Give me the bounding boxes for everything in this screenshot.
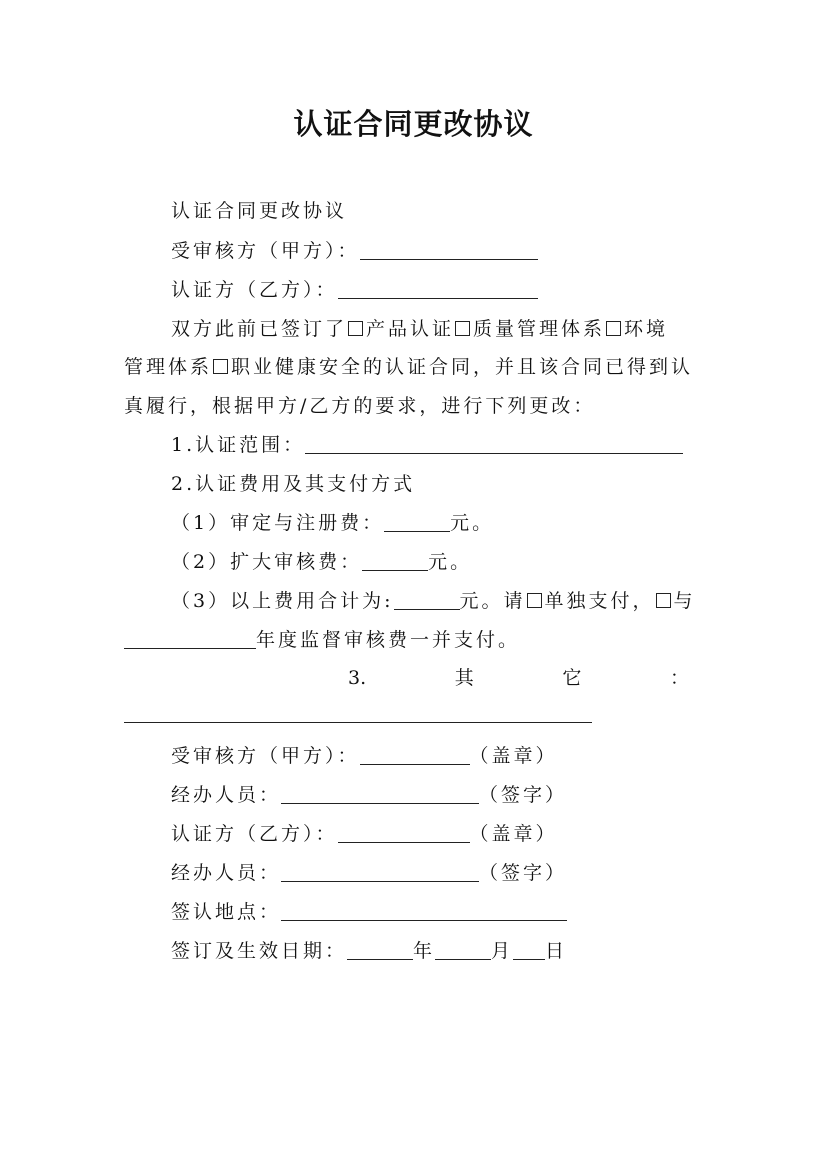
place-label: 签认地点： [171, 901, 282, 923]
party-a-line [171, 238, 538, 264]
day-field[interactable] [513, 941, 545, 960]
sign-b-label: 认证方（乙方）： [171, 823, 338, 845]
fee1-label: （1）审定与注册费： [171, 512, 385, 534]
para1-text-d: 环境 [624, 318, 669, 340]
item1-label: 1.认证范围： [171, 434, 306, 456]
para1-line1 [171, 316, 668, 342]
item3-char1: 其 [454, 667, 474, 689]
para1-text-c: 质量管理体系 [473, 318, 606, 340]
party-b-line [171, 277, 538, 303]
para1-line2 [124, 354, 693, 380]
fee3-line [171, 588, 696, 614]
fee3-label: （3）以上费用合计为: [171, 590, 394, 612]
handler-a-label: 经办人员： [171, 784, 282, 806]
fee2-label: （2）扩大审核费： [171, 551, 363, 573]
sign-b-line [171, 821, 558, 847]
party-a-label: 受审核方（甲方）： [171, 240, 360, 262]
sign-b-blank[interactable] [338, 824, 470, 843]
handler-a-line [171, 782, 567, 808]
sign-a-line [171, 743, 558, 769]
document-title: 认证合同更改协议 [293, 107, 534, 141]
scope-blank[interactable] [305, 435, 683, 454]
fee3-blank[interactable] [394, 591, 460, 610]
day-label: 日 [545, 940, 568, 962]
para1-text-b: 产品认证 [366, 318, 455, 340]
year-blank[interactable] [124, 630, 256, 649]
item2-line: 2.认证费用及其支付方式 [171, 473, 416, 495]
date-line [171, 938, 567, 964]
signature-b: （签字） [479, 862, 568, 884]
sign-a-blank[interactable] [360, 746, 470, 765]
handler-b-line [171, 860, 567, 886]
para1-line3: 真履行，根据甲方/乙方的要求，进行下列更改： [124, 395, 596, 417]
checkbox-product-cert[interactable] [348, 321, 363, 336]
year-field[interactable] [347, 941, 413, 960]
checkbox-quality-mgmt[interactable] [455, 321, 470, 336]
fee3-line2 [124, 627, 520, 653]
party-b-label: 认证方（乙方）： [171, 279, 338, 301]
handler-a-blank[interactable] [281, 785, 479, 804]
item3-number: 3. [348, 667, 367, 689]
checkbox-environment[interactable] [606, 321, 621, 336]
party-b-blank[interactable] [338, 280, 538, 299]
handler-b-blank[interactable] [281, 863, 479, 882]
fee3-line2-text: 年度监督审核费一并支付。 [256, 629, 521, 651]
checkbox-separate-pay[interactable] [527, 593, 542, 608]
fee3-text-d: 与 [673, 590, 696, 612]
place-line [171, 899, 567, 925]
item3-char2: 它 [562, 667, 582, 689]
checkbox-combine-pay[interactable] [656, 593, 671, 608]
month-label: 月 [491, 940, 514, 962]
place-blank[interactable] [281, 902, 567, 921]
date-label: 签订及生效日期： [171, 940, 348, 962]
signature-a: （签字） [479, 784, 568, 806]
fee1-unit: 元。 [450, 512, 495, 534]
fee3-text-c: 单独支付， [544, 590, 655, 612]
heading-line: 认证合同更改协议 [171, 200, 348, 222]
para1-text-f: 职业健康安全的认证合同，并且该合同已得到认 [231, 356, 694, 378]
seal-b: （盖章） [469, 823, 558, 845]
fee1-blank[interactable] [384, 513, 450, 532]
fee2-unit: 元。 [428, 551, 473, 573]
item3-line [348, 665, 689, 691]
item1-line [171, 432, 683, 458]
para1-text-e: 管理体系 [124, 356, 213, 378]
fee2-blank[interactable] [362, 552, 428, 571]
party-a-blank[interactable] [360, 241, 538, 260]
fee1-line [171, 510, 494, 536]
month-field[interactable] [435, 941, 491, 960]
year-label: 年 [413, 940, 436, 962]
sign-a-label: 受审核方（甲方）： [171, 745, 360, 767]
item3-colon: ： [669, 667, 689, 689]
fee3-text-b: 元。请 [459, 590, 526, 612]
handler-b-label: 经办人员： [171, 862, 282, 884]
checkbox-ohs[interactable] [213, 359, 228, 374]
other-blank[interactable] [124, 722, 592, 723]
seal-a: （盖章） [469, 745, 558, 767]
para1-text-a: 双方此前已签订了 [171, 318, 348, 340]
fee2-line [171, 549, 472, 575]
